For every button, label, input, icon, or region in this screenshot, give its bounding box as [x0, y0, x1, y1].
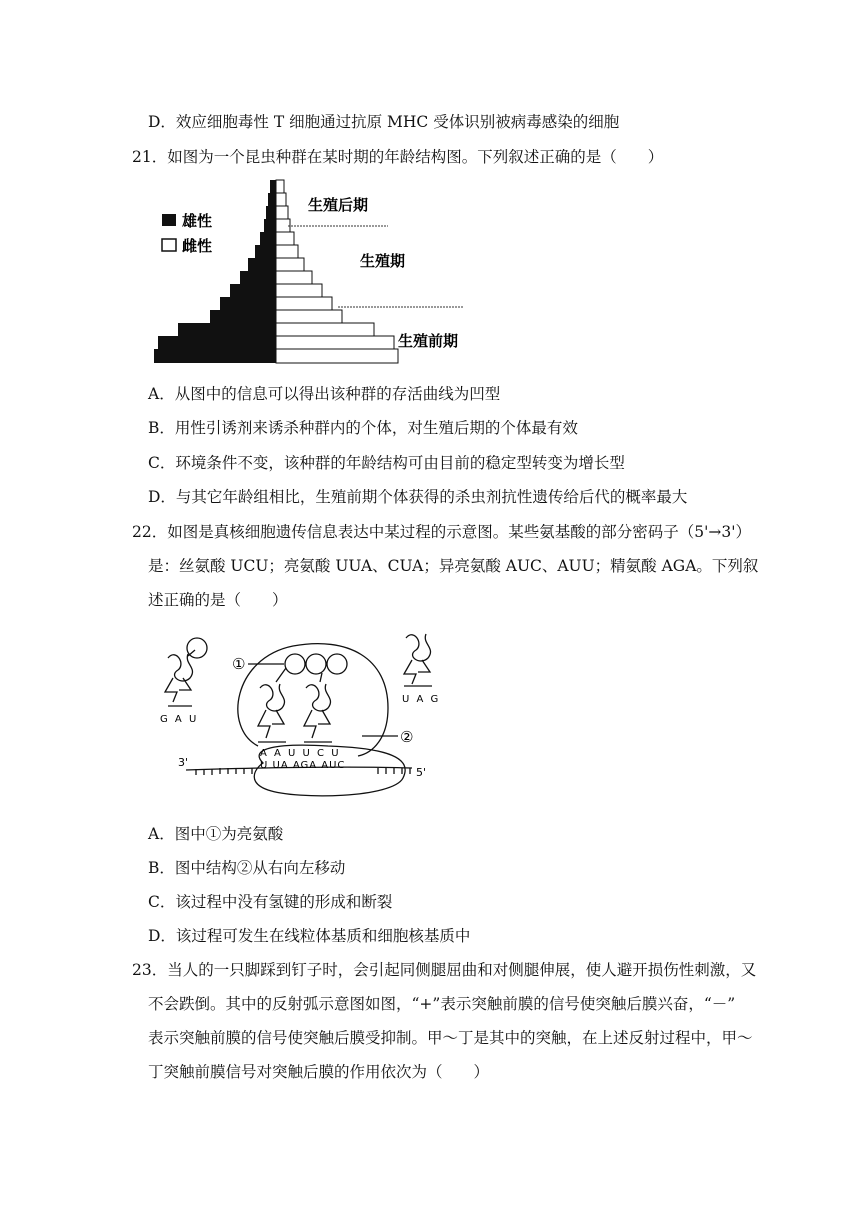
label-post-reproductive: 生殖后期: [308, 196, 369, 214]
translation-figure: [148, 618, 448, 808]
q22-option-b: B．图中结构②从右向左移动: [148, 859, 346, 877]
label-5-prime: 5': [416, 766, 427, 779]
label-pre-reproductive: 生殖前期: [398, 332, 459, 350]
label-reproductive: 生殖期: [360, 252, 406, 270]
question-21-stem: 21．如图为一个昆虫种群在某时期的年龄结构图。下列叙述正确的是（ ）: [132, 148, 664, 166]
legend-female: 雌性: [182, 237, 213, 255]
age-pyramid-figure: [148, 178, 478, 368]
question-23-line-4: 丁突触前膜信号对突触后膜的作用依次为（ ）: [148, 1063, 490, 1081]
question-23-line-1: 23．当人的一只脚踩到钉子时，会引起同侧腿屈曲和对侧腿伸展，使人避开损伤性刺激，又: [132, 961, 757, 979]
q21-option-a: A．从图中的信息可以得出该种群的存活曲线为凹型: [148, 385, 501, 403]
question-23-line-3: 表示突触前膜的信号使突触后膜受抑制。甲～丁是其中的突触，在上述反射过程中，甲～: [148, 1029, 753, 1047]
label-circled-2: ②: [400, 728, 414, 746]
question-22-line-3: 述正确的是（ ）: [148, 591, 288, 609]
anticodon-left: G A U: [160, 714, 199, 725]
anticodon-right: U A G: [402, 694, 441, 705]
q22-option-a: A．图中①为亮氨酸: [148, 825, 284, 843]
q21-option-d: D．与其它年龄组相比，生殖前期个体获得的杀虫剂抗性遗传给后代的概率最大: [148, 488, 688, 506]
legend-male: 雄性: [182, 212, 213, 230]
ribosome-large-subunit: [238, 644, 388, 756]
q21-option-b: B．用性引诱剂来诱杀种群内的个体，对生殖后期的个体最有效: [148, 419, 578, 437]
q21-option-c: C．环境条件不变，该种群的年龄结构可由目前的稳定型转变为增长型: [148, 454, 625, 472]
q22-option-c: C．该过程中没有氢键的形成和断裂: [148, 893, 393, 911]
label-3-prime: 3': [178, 756, 189, 769]
label-circled-1: ①: [232, 655, 246, 673]
anticodon-pair: A A U U C U: [260, 748, 341, 759]
question-23-line-2: 不会跌倒。其中的反射弧示意图如图，“+”表示突触前膜的信号使突触后膜兴奋，“－”: [148, 995, 736, 1013]
prev-option-d: D．效应细胞毒性 T 细胞通过抗原 MHC 受体识别被病毒感染的细胞: [148, 113, 620, 131]
q22-option-d: D．该过程可发生在线粒体基质和细胞核基质中: [148, 927, 471, 945]
mrna-codons: U UA AGA AUC: [260, 760, 346, 771]
question-22-line-2: 是：丝氨酸 UCU；亮氨酸 UUA、CUA；异亮氨酸 AUC、AUU；精氨酸 AGA。下列叙: [148, 557, 759, 575]
question-22-line-1: 22．如图是真核细胞遗传信息表达中某过程的示意图。某些氨基酸的部分密码子（5'→3'）: [132, 523, 751, 541]
